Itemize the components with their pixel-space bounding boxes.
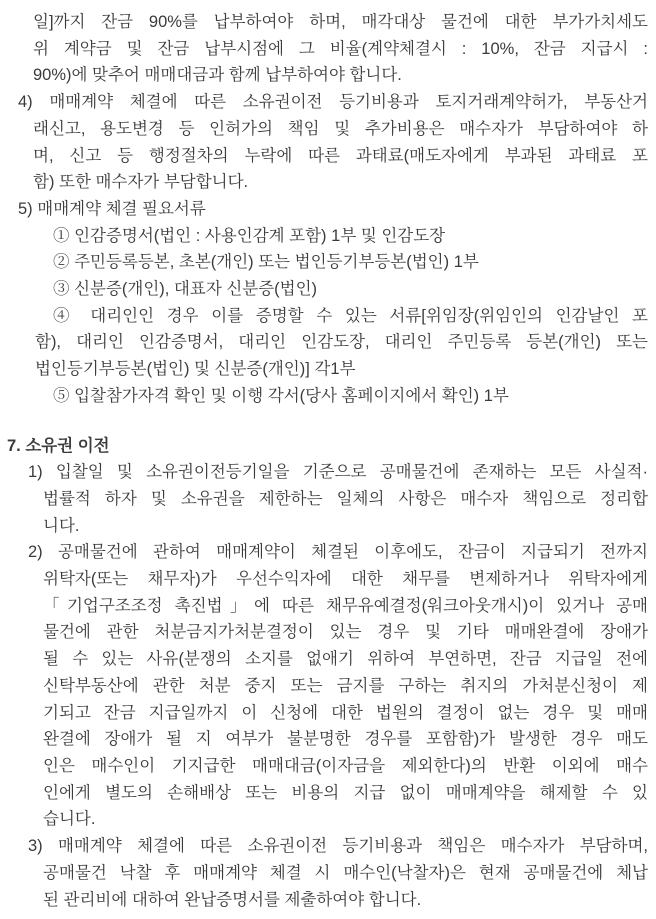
section-7-item-1-line: 니다. [43,516,80,535]
section-7-item-3-line: 3) 매매계약 체결에 따른 소유권이전 등기비용과 책임은 매수자가 부담하며, [28,837,648,856]
paragraph-line: 일]까지 잔금 90%를 납부하여야 하며, 매각대상 물건에 대한 부가가치세도 [33,13,648,31]
required-doc-2: ② 주민등록등본, 초본(개인) 또는 법인등기부등본(법인) 1부 [53,253,479,272]
list-item-4-line: 며, 신고 등 행정절차의 누락에 따른 과태료(매도자에게 부과된 과태료 포 [33,146,648,165]
section-7-item-1-line: 법률적 하자 및 소유권을 제한하는 일체의 사항은 매수자 책임으로 정리합 [43,489,648,508]
section-7-item-2-line: 완결에 장애가 될 지 여부가 불분명한 경우를 포함함)가 발생한 경우 매도 [43,730,648,749]
required-doc-1: ① 인감증명서(법인 : 사용인감계 포함) 1부 및 인감도장 [53,226,446,245]
section-7-item-1-line: 1) 입찰일 및 소유권이전등기일을 기준으로 공매물건에 존재하는 모든 사실적· [28,463,648,482]
paragraph-line: 위 계약금 및 잔금 납부시점에 그 비율(계약체결시 : 10%, 잔금 지급시 : [33,39,648,58]
section-7-item-2-line: 위탁자(또는 채무자)가 우선수익자에 대한 채무를 변제하거나 위탁자에게 [43,570,648,589]
list-item-4-line: 함) 또한 매수자가 부담합니다. [33,173,249,192]
required-doc-3: ③ 신분증(개인), 대표자 신분증(법인) [53,280,318,299]
section-7-item-2-line: 인은 매수인이 기지급한 매매대금(이자금을 제외한다)의 반환 이외에 매수 [43,756,648,775]
section-7-item-3-line: 공매물건 낙찰 후 매매계약 체결 시 매수인(낙찰자)은 현재 공매물건에 체납 [43,863,648,882]
section-7-item-2-line: 될 수 있는 사유(분쟁의 소지를 없애기 위하여 부연하면, 잔금 지급일 전에 [43,650,648,669]
section-7-item-2-line: 물건에 관한 처분금지가처분결정이 있는 경우 및 기타 매매완결에 장애가 [43,623,648,642]
list-item-4-line: 래신고, 용도변경 등 인허가의 책임 및 추가비용은 매수자가 부담하여야 하 [33,119,648,138]
section-7-heading: 7. 소유권 이전 [7,436,110,455]
section-7-item-3-line: 된 관리비에 대하여 완납증명서를 제출하여야 합니다. [43,890,422,909]
paragraph-line: 90%)에 맞추어 매매대금과 함께 납부하여야 합니다. [33,66,402,85]
required-doc-4-line: ④ 대리인인 경우 이를 증명할 수 있는 서류[위임장(위임인의 인감날인 포 [53,306,648,325]
section-7-item-2-line: 2) 공매물건에 관하여 매매계약이 체결된 이후에도, 잔금이 지급되기 전까지 [28,543,648,562]
required-doc-4-line: 함), 대리인 인감증명서, 대리인 인감도장, 대리인 주민등록 등본(개인) 또는 [35,333,648,352]
section-7-item-2-line: 인에게 별도의 손해배상 또는 비용의 지급 없이 매매계약을 해제할 수 있 [43,783,648,802]
list-item-4-line: 4) 매매계약 체결에 따른 소유권이전 등기비용과 토지거래계약허가, 부동산거 [18,93,648,112]
required-doc-5: ⑤ 입찰참가자격 확인 및 이행 각서(당사 홈페이지에서 확인) 1부 [53,386,509,405]
section-7-item-2-line: 기되고 잔금 지급일까지 이 신청에 대한 법원의 결정이 없는 경우 및 매매 [43,703,648,722]
section-7-item-2-line: 「기업구조조정 촉진법」에 따른 채무유예결정(워크아웃개시)이 있거나 공매 [43,596,648,615]
list-item-5-title: 5) 매매계약 체결 필요서류 [18,199,206,218]
required-doc-4-line: 법인등기부등본(법인) 및 신분증(개인)] 각1부 [35,360,356,379]
section-7-item-2-line: 습니다. [43,810,96,829]
section-7-item-2-line: 신탁부동산에 관한 처분 중지 또는 금지를 구하는 취지의 가처분신청이 제 [43,676,648,695]
